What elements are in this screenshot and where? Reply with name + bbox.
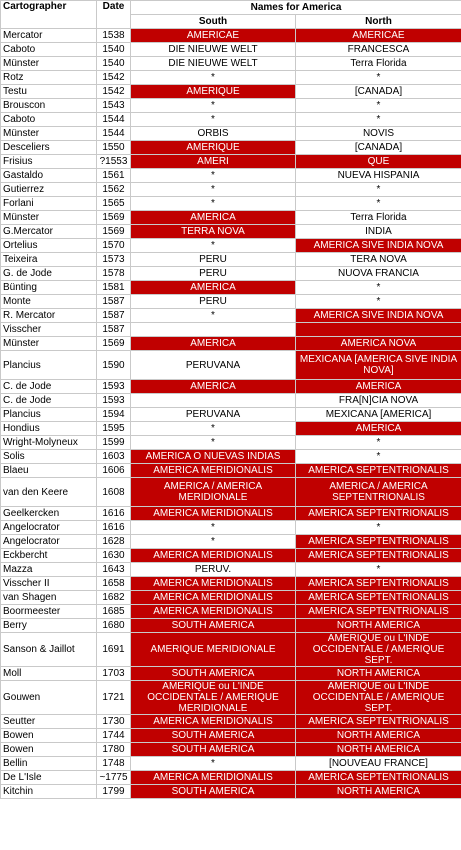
table-row xyxy=(1,267,461,281)
date-cell: 1643 xyxy=(97,563,131,577)
south-name-cell: SOUTH AMERICA xyxy=(131,743,296,757)
south-name-cell: AMERICA MERIDIONALIS xyxy=(131,464,296,478)
date-cell: 1606 xyxy=(97,464,131,478)
table-row xyxy=(1,743,461,757)
date-cell: ?1553 xyxy=(97,155,131,169)
south-name-cell: AMERICA xyxy=(131,337,296,351)
cartographer-cell: Hondius xyxy=(1,422,97,436)
south-name-cell: PERUVANA xyxy=(131,351,296,380)
south-name-cell: PERU xyxy=(131,295,296,309)
table-row xyxy=(1,380,461,394)
cartographer-cell: Mazza xyxy=(1,563,97,577)
north-name-cell: AMERICA SEPTENTRIONALIS xyxy=(296,507,461,521)
table-row xyxy=(1,225,461,239)
north-name-cell: NOVIS xyxy=(296,127,461,141)
south-name-cell: SOUTH AMERICA xyxy=(131,667,296,681)
cartographer-cell: G.Mercator xyxy=(1,225,97,239)
table-row xyxy=(1,478,461,507)
north-name-cell: NORTH AMERICA xyxy=(296,729,461,743)
north-name-cell: NORTH AMERICA xyxy=(296,619,461,633)
table-row xyxy=(1,309,461,323)
south-name-cell: AMERIQUE MERIDIONALE xyxy=(131,633,296,667)
date-cell: 1570 xyxy=(97,239,131,253)
date-cell: 1569 xyxy=(97,225,131,239)
table-row xyxy=(1,394,461,408)
table-row xyxy=(1,43,461,57)
south-name-cell: PERU xyxy=(131,267,296,281)
date-cell: 1682 xyxy=(97,591,131,605)
date-cell: 1680 xyxy=(97,619,131,633)
north-name-cell: * xyxy=(296,281,461,295)
south-name-cell: AMERICA MERIDIONALIS xyxy=(131,591,296,605)
cartographer-cell: Frisius xyxy=(1,155,97,169)
table-row xyxy=(1,681,461,715)
date-cell: 1540 xyxy=(97,57,131,71)
cartographer-cell: Seutter xyxy=(1,715,97,729)
date-cell: 1594 xyxy=(97,408,131,422)
north-name-cell: NORTH AMERICA xyxy=(296,743,461,757)
north-name-cell: AMERICA SEPTENTRIONALIS xyxy=(296,715,461,729)
north-name-cell: MEXICANA [AMERICA SIVE INDIA NOVA] xyxy=(296,351,461,380)
cartographer-cell: Münster xyxy=(1,127,97,141)
date-cell: 1593 xyxy=(97,394,131,408)
table-row xyxy=(1,436,461,450)
table-row xyxy=(1,351,461,380)
south-name-cell: * xyxy=(131,99,296,113)
south-name-cell: * xyxy=(131,422,296,436)
north-name-cell: * xyxy=(296,563,461,577)
north-name-cell: NORTH AMERICA xyxy=(296,667,461,681)
cartographer-cell: R. Mercator xyxy=(1,309,97,323)
cartographer-cell: Bowen xyxy=(1,729,97,743)
cartographer-cell: van den Keere xyxy=(1,478,97,507)
cartographer-cell: Brouscon xyxy=(1,99,97,113)
south-name-cell: AMERICA MERIDIONALIS xyxy=(131,715,296,729)
header-south: South xyxy=(131,15,296,29)
north-name-cell: AMERICA SIVE INDIA NOVA xyxy=(296,309,461,323)
date-cell: 1616 xyxy=(97,507,131,521)
cartographer-cell: Desceliers xyxy=(1,141,97,155)
south-name-cell: * xyxy=(131,169,296,183)
cartographer-cell: Visscher xyxy=(1,323,97,337)
table-row xyxy=(1,253,461,267)
date-cell: 1540 xyxy=(97,43,131,57)
table-row xyxy=(1,521,461,535)
south-name-cell: AMERICAE xyxy=(131,29,296,43)
date-cell: 1608 xyxy=(97,478,131,507)
north-name-cell xyxy=(296,323,461,337)
south-name-cell: * xyxy=(131,113,296,127)
cartographer-cell: Geelkercken xyxy=(1,507,97,521)
date-cell: 1603 xyxy=(97,450,131,464)
table-row xyxy=(1,549,461,563)
cartographer-cell: Moll xyxy=(1,667,97,681)
table-row xyxy=(1,169,461,183)
date-cell: 1721 xyxy=(97,681,131,715)
table-row xyxy=(1,715,461,729)
cartographer-cell: Gouwen xyxy=(1,681,97,715)
cartographer-cell: Testu xyxy=(1,85,97,99)
south-name-cell: PERU xyxy=(131,253,296,267)
cartographer-cell: Gastaldo xyxy=(1,169,97,183)
cartographer-cell: C. de Jode xyxy=(1,380,97,394)
table-row xyxy=(1,197,461,211)
date-cell: 1550 xyxy=(97,141,131,155)
cartographer-cell: Sanson & Jaillot xyxy=(1,633,97,667)
north-name-cell: AMERICA xyxy=(296,380,461,394)
north-name-cell: AMERICA SEPTENTRIONALIS xyxy=(296,464,461,478)
south-name-cell: AMERICA MERIDIONALIS xyxy=(131,549,296,563)
north-name-cell: AMERICA / AMERICA SEPTENTRIONALIS xyxy=(296,478,461,507)
date-cell: 1587 xyxy=(97,323,131,337)
date-cell: 1538 xyxy=(97,29,131,43)
north-name-cell: NUEVA HISPANIA xyxy=(296,169,461,183)
north-name-cell: * xyxy=(296,99,461,113)
date-cell: 1590 xyxy=(97,351,131,380)
cartographer-cell: Caboto xyxy=(1,43,97,57)
table-row xyxy=(1,295,461,309)
table-row xyxy=(1,141,461,155)
table-row xyxy=(1,57,461,71)
cartographer-cell: Angelocrator xyxy=(1,535,97,549)
cartographer-cell: van Shagen xyxy=(1,591,97,605)
table-row xyxy=(1,155,461,169)
south-name-cell: AMERICA xyxy=(131,211,296,225)
table-row xyxy=(1,771,461,785)
north-name-cell: AMERICA SEPTENTRIONALIS xyxy=(296,771,461,785)
north-name-cell: * xyxy=(296,521,461,535)
date-cell: ~1775 xyxy=(97,771,131,785)
date-cell: 1562 xyxy=(97,183,131,197)
date-cell: 1703 xyxy=(97,667,131,681)
date-cell: 1593 xyxy=(97,380,131,394)
cartographer-cell: Ortelius xyxy=(1,239,97,253)
table-row xyxy=(1,619,461,633)
north-name-cell: FRANCESCA xyxy=(296,43,461,57)
south-name-cell: TERRA NOVA xyxy=(131,225,296,239)
table-row xyxy=(1,563,461,577)
north-name-cell: AMERICA SEPTENTRIONALIS xyxy=(296,591,461,605)
cartographer-cell: Eckbercht xyxy=(1,549,97,563)
north-name-cell: FRA[N]CIA NOVA xyxy=(296,394,461,408)
date-cell: 1544 xyxy=(97,113,131,127)
cartographer-cell: Teixeira xyxy=(1,253,97,267)
date-cell: 1744 xyxy=(97,729,131,743)
date-cell: 1599 xyxy=(97,436,131,450)
north-name-cell: * xyxy=(296,450,461,464)
south-name-cell: AMERICA xyxy=(131,380,296,394)
table-row xyxy=(1,667,461,681)
header-names: Names for America xyxy=(131,1,461,15)
header-cartographer: Cartographer xyxy=(1,1,97,29)
cartographer-cell: C. de Jode xyxy=(1,394,97,408)
south-name-cell: * xyxy=(131,239,296,253)
south-name-cell: SOUTH AMERICA xyxy=(131,619,296,633)
cartographer-cell: Berry xyxy=(1,619,97,633)
date-cell: 1628 xyxy=(97,535,131,549)
south-name-cell: * xyxy=(131,436,296,450)
south-name-cell: SOUTH AMERICA xyxy=(131,785,296,799)
date-cell: 1595 xyxy=(97,422,131,436)
cartographer-cell: Plancius xyxy=(1,408,97,422)
date-cell: 1799 xyxy=(97,785,131,799)
south-name-cell: * xyxy=(131,535,296,549)
north-name-cell: AMERICA xyxy=(296,422,461,436)
cartographer-cell: Rotz xyxy=(1,71,97,85)
north-name-cell: Terra Florida xyxy=(296,211,461,225)
north-name-cell: QUE xyxy=(296,155,461,169)
cartographer-cell: Mercator xyxy=(1,29,97,43)
north-name-cell: * xyxy=(296,436,461,450)
north-name-cell: AMERICA SEPTENTRIONALIS xyxy=(296,577,461,591)
south-name-cell: * xyxy=(131,183,296,197)
north-name-cell: * xyxy=(296,71,461,85)
cartographer-cell: Bowen xyxy=(1,743,97,757)
date-cell: 1780 xyxy=(97,743,131,757)
north-name-cell: NORTH AMERICA xyxy=(296,785,461,799)
south-name-cell: AMERIQUE ou L'INDE OCCIDENTALE / AMERIQUE MERIDIONALE xyxy=(131,681,296,715)
south-name-cell: SOUTH AMERICA xyxy=(131,729,296,743)
south-name-cell: PERUV. xyxy=(131,563,296,577)
table-row xyxy=(1,757,461,771)
cartographer-cell: Bellin xyxy=(1,757,97,771)
cartographer-cell: Münster xyxy=(1,57,97,71)
date-cell: 1569 xyxy=(97,211,131,225)
table-row xyxy=(1,323,461,337)
south-name-cell: * xyxy=(131,71,296,85)
north-name-cell: INDIA xyxy=(296,225,461,239)
table-row xyxy=(1,127,461,141)
north-name-cell: NUOVA FRANCIA xyxy=(296,267,461,281)
cartographer-cell: Kitchin xyxy=(1,785,97,799)
south-name-cell: AMERICA MERIDIONALIS xyxy=(131,771,296,785)
south-name-cell: * xyxy=(131,197,296,211)
table-row xyxy=(1,785,461,799)
south-name-cell: * xyxy=(131,309,296,323)
south-name-cell: AMERICA MERIDIONALIS xyxy=(131,577,296,591)
header-north: North xyxy=(296,15,461,29)
cartographer-cell: G. de Jode xyxy=(1,267,97,281)
north-name-cell: AMERICAE xyxy=(296,29,461,43)
cartographer-cell: Bünting xyxy=(1,281,97,295)
north-name-cell: [CANADA] xyxy=(296,141,461,155)
cartographer-cell: Forlani xyxy=(1,197,97,211)
table-row xyxy=(1,408,461,422)
north-name-cell: AMERIQUE ou L'INDE OCCIDENTALE / AMERIQUE SEPT. xyxy=(296,633,461,667)
cartographer-cell: Gutierrez xyxy=(1,183,97,197)
table-row xyxy=(1,591,461,605)
north-name-cell: AMERICA SIVE INDIA NOVA xyxy=(296,239,461,253)
south-name-cell: AMERICA MERIDIONALIS xyxy=(131,605,296,619)
south-name-cell: PERUVANA xyxy=(131,408,296,422)
date-cell: 1658 xyxy=(97,577,131,591)
date-cell: 1542 xyxy=(97,71,131,85)
date-cell: 1730 xyxy=(97,715,131,729)
south-name-cell xyxy=(131,394,296,408)
table-row xyxy=(1,535,461,549)
cartographer-cell: Boormeester xyxy=(1,605,97,619)
cartographer-cell: Visscher II xyxy=(1,577,97,591)
table-row xyxy=(1,281,461,295)
date-cell: 1542 xyxy=(97,85,131,99)
north-name-cell: Terra Florida xyxy=(296,57,461,71)
date-cell: 1587 xyxy=(97,295,131,309)
north-name-cell: * xyxy=(296,197,461,211)
table-row xyxy=(1,71,461,85)
south-name-cell: AMERI xyxy=(131,155,296,169)
table-row xyxy=(1,99,461,113)
north-name-cell: * xyxy=(296,113,461,127)
date-cell: 1544 xyxy=(97,127,131,141)
table-row xyxy=(1,464,461,478)
date-cell: 1569 xyxy=(97,337,131,351)
north-name-cell: AMERICA SEPTENTRIONALIS xyxy=(296,605,461,619)
date-cell: 1581 xyxy=(97,281,131,295)
table-row xyxy=(1,450,461,464)
cartographer-cell: Wright-Molyneux xyxy=(1,436,97,450)
table-row xyxy=(1,239,461,253)
south-name-cell: AMERIQUE xyxy=(131,141,296,155)
south-name-cell xyxy=(131,323,296,337)
table-row xyxy=(1,605,461,619)
date-cell: 1691 xyxy=(97,633,131,667)
south-name-cell: DIE NIEUWE WELT xyxy=(131,57,296,71)
south-name-cell: DIE NIEUWE WELT xyxy=(131,43,296,57)
date-cell: 1578 xyxy=(97,267,131,281)
north-name-cell: AMERICA SEPTENTRIONALIS xyxy=(296,535,461,549)
cartographer-cell: Monte xyxy=(1,295,97,309)
date-cell: 1561 xyxy=(97,169,131,183)
table-row xyxy=(1,577,461,591)
table-row xyxy=(1,507,461,521)
date-cell: 1573 xyxy=(97,253,131,267)
south-name-cell: * xyxy=(131,521,296,535)
north-name-cell: * xyxy=(296,183,461,197)
cartographer-cell: Blaeu xyxy=(1,464,97,478)
date-cell: 1587 xyxy=(97,309,131,323)
cartographer-cell: Angelocrator xyxy=(1,521,97,535)
table-row xyxy=(1,211,461,225)
south-name-cell: AMERICA MERIDIONALIS xyxy=(131,507,296,521)
table-row xyxy=(1,729,461,743)
table-row xyxy=(1,337,461,351)
cartographer-cell: Caboto xyxy=(1,113,97,127)
south-name-cell: AMERIQUE xyxy=(131,85,296,99)
north-name-cell: MEXICANA [AMERICA] xyxy=(296,408,461,422)
south-name-cell: * xyxy=(131,757,296,771)
table-row xyxy=(1,633,461,667)
table-row xyxy=(1,113,461,127)
north-name-cell: AMERIQUE ou L'INDE OCCIDENTALE / AMERIQUE SEPT. xyxy=(296,681,461,715)
date-cell: 1685 xyxy=(97,605,131,619)
cartographer-cell: Münster xyxy=(1,337,97,351)
date-cell: 1630 xyxy=(97,549,131,563)
south-name-cell: AMERICA xyxy=(131,281,296,295)
north-name-cell: TERA NOVA xyxy=(296,253,461,267)
south-name-cell: ORBIS xyxy=(131,127,296,141)
table-row xyxy=(1,29,461,43)
north-name-cell: AMERICA NOVA xyxy=(296,337,461,351)
date-cell: 1616 xyxy=(97,521,131,535)
north-name-cell: AMERICA SEPTENTRIONALIS xyxy=(296,549,461,563)
date-cell: 1748 xyxy=(97,757,131,771)
date-cell: 1565 xyxy=(97,197,131,211)
cartographer-cell: Solis xyxy=(1,450,97,464)
north-name-cell: * xyxy=(296,295,461,309)
table-row xyxy=(1,422,461,436)
south-name-cell: AMERICA / AMERICA MERIDIONALE xyxy=(131,478,296,507)
header-date: Date xyxy=(97,1,131,29)
cartographer-cell: Münster xyxy=(1,211,97,225)
date-cell: 1543 xyxy=(97,99,131,113)
table-row xyxy=(1,85,461,99)
north-name-cell: [NOUVEAU FRANCE] xyxy=(296,757,461,771)
south-name-cell: AMERICA O NUEVAS INDIAS xyxy=(131,450,296,464)
cartographer-cell: De L'Isle xyxy=(1,771,97,785)
north-name-cell: [CANADA] xyxy=(296,85,461,99)
table-row xyxy=(1,183,461,197)
table-body xyxy=(1,29,461,799)
cartographer-cell: Plancius xyxy=(1,351,97,380)
